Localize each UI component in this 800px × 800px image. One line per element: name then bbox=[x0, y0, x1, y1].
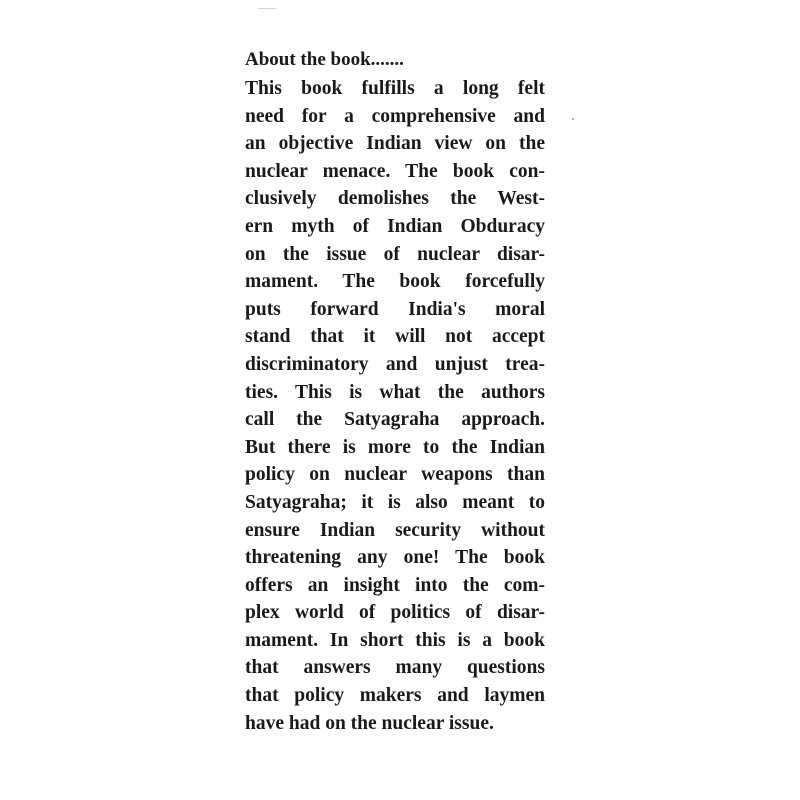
blurb-line: on the issue of nuclear disar- bbox=[245, 243, 545, 265]
blurb-line: discriminatory and unjust trea- bbox=[245, 353, 545, 375]
blurb-line: ties. This is what the authors bbox=[245, 381, 545, 403]
blurb-line: stand that it will not accept bbox=[245, 326, 545, 348]
blurb-line: Satyagraha; it is also meant to bbox=[245, 491, 545, 513]
blurb-line: clusively demolishes the West- bbox=[245, 188, 545, 210]
blurb-line: ensure Indian security without bbox=[245, 519, 545, 541]
blurb-line: puts forward India's moral bbox=[245, 298, 545, 320]
blurb-line: that answers many questions bbox=[245, 657, 545, 679]
blurb-line: offers an insight into the com- bbox=[245, 574, 545, 596]
scan-speck bbox=[572, 118, 574, 120]
book-blurb bbox=[245, 46, 545, 737]
blurb-line: mament. In short this is a book bbox=[245, 629, 545, 651]
blurb-line: plex world of politics of disar- bbox=[245, 602, 545, 624]
blurb-line: nuclear menace. The book con- bbox=[245, 160, 545, 182]
blurb-line: an objective Indian view on the bbox=[245, 133, 545, 155]
blurb-line: call the Satyagraha approach. bbox=[245, 409, 545, 431]
scan-speck bbox=[258, 8, 276, 9]
blurb-line: have had on the nuclear issue. bbox=[245, 712, 494, 734]
blurb-line: policy on nuclear weapons than bbox=[245, 464, 545, 486]
blurb-line: threatening any one! The book bbox=[245, 547, 545, 569]
blurb-line: that policy makers and laymen bbox=[245, 685, 545, 707]
blurb-line: But there is more to the Indian bbox=[245, 436, 545, 458]
blurb-heading: About the book....... bbox=[245, 49, 404, 70]
blurb-line: need for a comprehensive and bbox=[245, 105, 545, 127]
blurb-line: mament. The book forcefully bbox=[245, 271, 545, 293]
blurb-line: This book fulfills a long felt bbox=[245, 78, 545, 99]
blurb-line: ern myth of Indian Obduracy bbox=[245, 215, 545, 237]
